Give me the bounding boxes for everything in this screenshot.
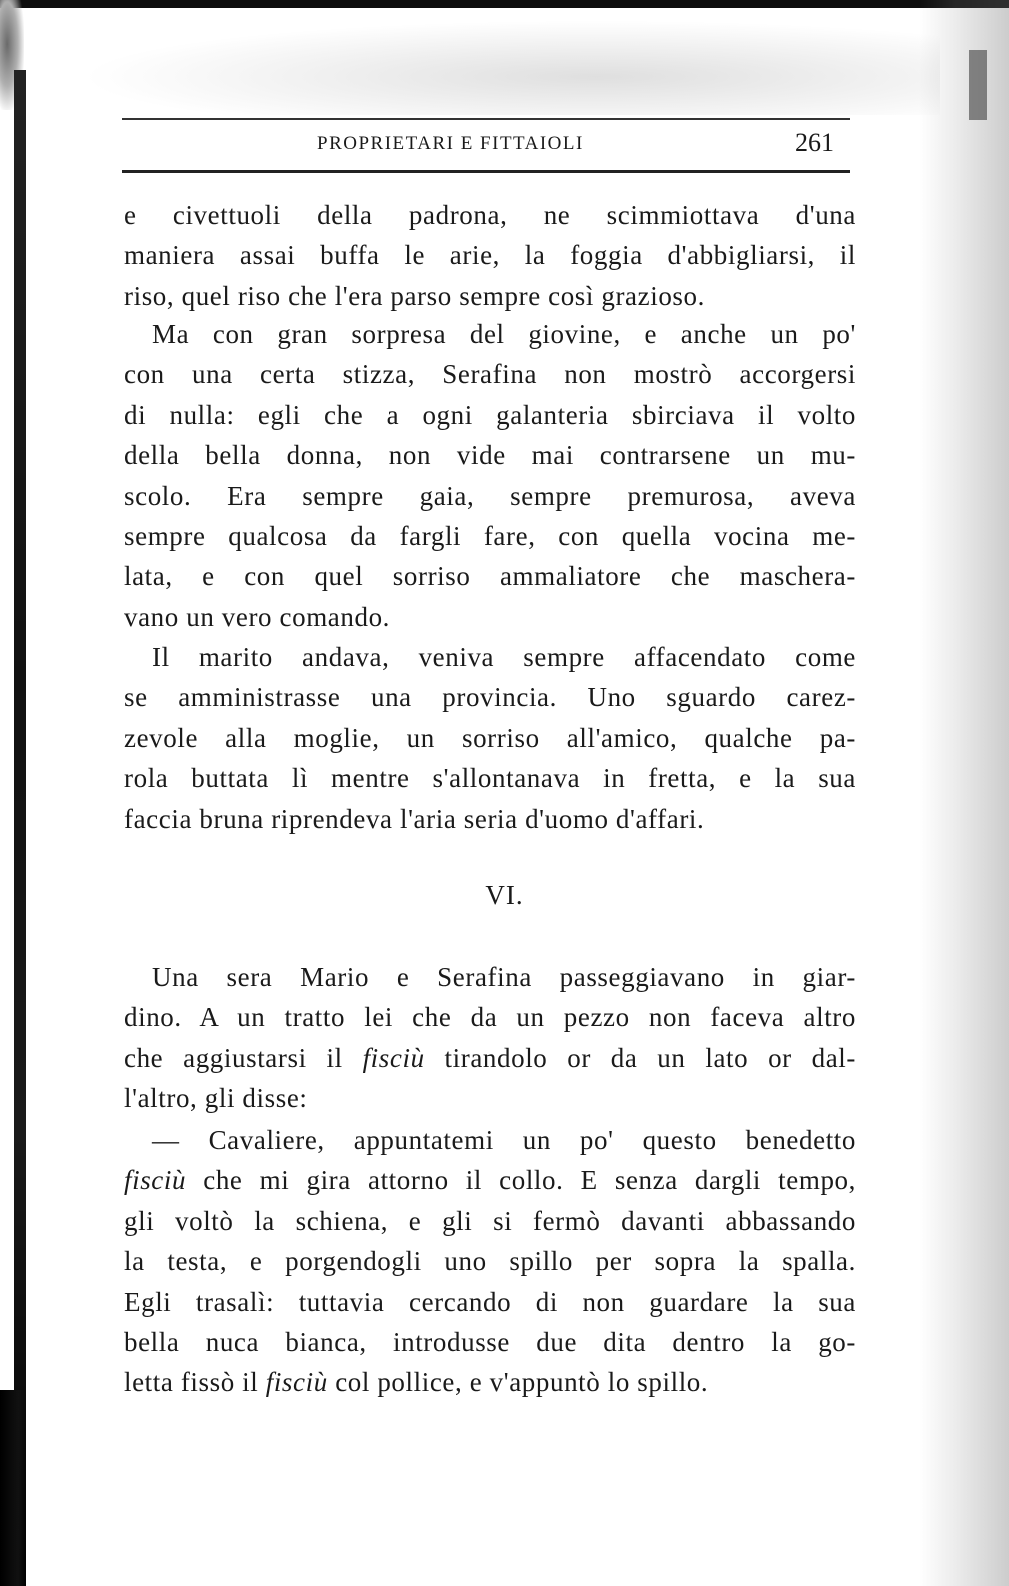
text-line: — Cavaliere, appuntatemi un po' questo benedetto [152, 1125, 856, 1155]
text-line: zevole alla moglie, un sorriso all'amico, qualche pa- [124, 722, 856, 753]
scan-top-border [0, 0, 1009, 8]
text-run: col pollice, e v'appuntò lo spillo. [327, 1367, 709, 1398]
paragraph-2 [124, 314, 856, 637]
text-line: lata, e con quel sorriso ammaliatore che maschera- [124, 561, 856, 592]
text-line [124, 1038, 856, 1078]
text-line [124, 1362, 856, 1402]
italic-word: fisciù [265, 1367, 328, 1398]
italic-word: fisciù [124, 1165, 187, 1196]
text-line: dino. A un tratto lei che da un pezzo non faceva altro [124, 1002, 856, 1033]
text-line: vano un vero comando. [124, 601, 391, 632]
text-run: tirandolo or da un lato or dal- [424, 1042, 856, 1073]
scan-binding-shadow [0, 1390, 26, 1586]
running-head [122, 118, 850, 178]
text-line: gli voltò la schiena, e gli si fermò davanti abbassando [124, 1205, 856, 1236]
text-line: della bella donna, non vide mai contrarsene un mu- [124, 440, 856, 471]
scan-right-edge [919, 0, 1009, 1586]
text-line: sempre qualcosa da fargli fare, con quella vocina me- [124, 520, 856, 551]
paragraph-4 [124, 957, 856, 1119]
text-line: Il marito andava, veniva sempre affacendato come [152, 642, 856, 672]
paragraph-3 [124, 637, 856, 839]
running-title: PROPRIETARI E FITTAIOLI [317, 133, 584, 154]
italic-word: fisciù [362, 1042, 425, 1073]
text-line: rola buttata lì mentre s'allontanava in fretta, e la sua [124, 763, 856, 794]
text-line [124, 1160, 856, 1200]
text-line: di nulla: egli che a ogni galanteria sbirciava il volto [124, 399, 856, 430]
paragraph-1 [124, 195, 856, 316]
text-line: faccia bruna riprendeva l'aria seria d'uomo d'affari. [124, 803, 705, 834]
scan-right-mark [969, 50, 987, 120]
text-line: l'altro, gli disse: [124, 1083, 308, 1114]
text-line: Ma con gran sorpresa del giovine, e anche un po' [152, 319, 856, 349]
text-line: con una certa stizza, Serafina non mostrò accorgersi [124, 359, 856, 390]
text-run: letta fissò il [124, 1367, 266, 1398]
header-rule-top [122, 118, 850, 120]
text-line: riso, quel riso che l'era parso sempre così grazioso. [124, 280, 705, 311]
text-line: bella nuca bianca, introdusse due dita dentro la go- [124, 1326, 856, 1357]
text-line: scolo. Era sempre gaia, sempre premurosa, aveva [124, 480, 856, 511]
text-run: che aggiustarsi il [124, 1042, 363, 1073]
paragraph-5 [124, 1120, 856, 1403]
text-line: Egli trasalì: tuttavia cercando di non guardare la sua [124, 1286, 856, 1317]
section-heading: VI. [485, 880, 524, 910]
scan-binding-edge [14, 70, 26, 1586]
header-rule-bottom [122, 170, 850, 173]
text-line: se amministrasse una provincia. Uno sguardo carez- [124, 682, 856, 713]
text-line: maniera assai buffa le arie, la foggia d'abbigliarsi, il [124, 240, 856, 271]
text-line: Una sera Mario e Serafina passeggiavano in giar- [152, 962, 856, 992]
scan-noise-top [80, 20, 940, 115]
text-line: la testa, e porgendogli uno spillo per sopra la spalla. [124, 1246, 856, 1277]
text-line: e civettuoli della padrona, ne scimmiottava d'una [124, 200, 856, 230]
text-run: che mi gira attorno il collo. E senza dargli tempo, [186, 1165, 856, 1196]
page-number: 261 [795, 128, 834, 157]
